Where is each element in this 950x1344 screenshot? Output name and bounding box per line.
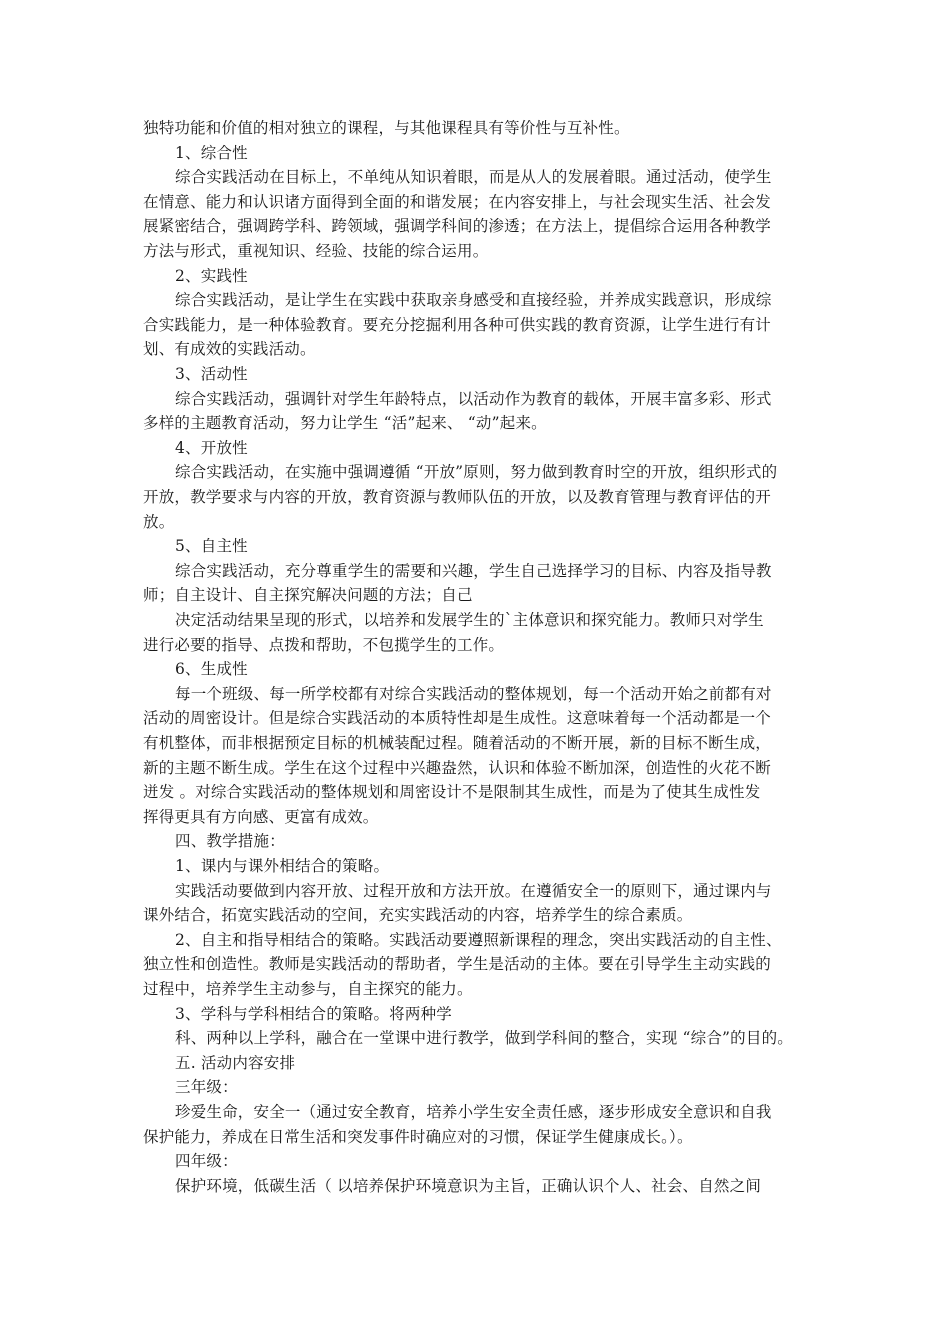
text-line: 3、学科与学科相结合的策略。将两种学 [175, 1005, 452, 1023]
text-line: 2、自主和指导相结合的策略。实践活动要遵照新课程的理念，突出实践活动的自主性、 [175, 931, 782, 949]
text-line: 科、两种以上学科，融合在一堂课中进行教学，做到学科间的整合，实现 “综合”的目的。 [175, 1029, 793, 1047]
text-line: 珍爱生命，安全一（通过安全教育，培养小学生安全责任感，逐步形成安全意识和自我 [175, 1103, 772, 1121]
text-line: 4、开放性 [175, 439, 248, 457]
text-line: 保护环境，低碳生活（ 以培养保护环境意识为主旨，正确认识个人、社会、自然之间 [175, 1177, 762, 1195]
text-line: 师；自主设计、自主探究解决问题的方法；自己 [143, 586, 473, 604]
text-line: 综合实践活动，是让学生在实践中获取亲身感受和直接经验，并养成实践意识，形成综 [175, 291, 772, 309]
text-line: 进行必要的指导、点拨和帮助，不包揽学生的工作。 [143, 636, 505, 654]
text-line: 多样的主题教育活动，努力让学生 “活”起来、 “动”起来。 [143, 414, 547, 432]
text-line: 三年级： [175, 1078, 238, 1096]
text-line: 每一个班级、每一所学校都有对综合实践活动的整体规划，每一个活动开始之前都有对 [175, 685, 772, 703]
text-line: 四、教学措施： [175, 832, 285, 850]
text-line: 放。 [143, 513, 175, 531]
text-line: 独立性和创造性。教师是实践活动的帮助者，学生是活动的主体。要在引导学生主动实践的 [143, 955, 772, 973]
text-line: 五. 活动内容安排 [175, 1054, 296, 1072]
text-line: 独特功能和价值的相对独立的课程，与其他课程具有等价性与互补性。 [143, 119, 630, 137]
text-line: 挥得更具有方向感、更富有成效。 [143, 808, 379, 826]
text-line: 综合实践活动，充分尊重学生的需要和兴趣，学生自己选择学习的目标、内容及指导教 [175, 562, 772, 580]
text-line: 5、自主性 [175, 537, 248, 555]
text-line: 新的主题不断生成。学生在这个过程中兴趣盎然，认识和体验不断加深，创造性的火花不断 [143, 759, 772, 777]
text-line: 方法与形式，重视知识、经验、技能的综合运用。 [143, 242, 489, 260]
text-line: 活动的周密设计。但是综合实践活动的本质特性却是生成性。这意味着每一个活动都是一个 [143, 709, 772, 727]
text-line: 6、生成性 [175, 660, 248, 678]
text-line: 合实践能力，是一种体验教育。要充分挖掘利用各种可供实践的教育资源，让学生进行有计 [143, 316, 772, 334]
text-line: 课外结合，拓宽实践活动的空间，充实实践活动的内容，培养学生的综合素质。 [143, 906, 693, 924]
text-line: 开放，教学要求与内容的开放，教育资源与教师队伍的开放，以及教育管理与教育评估的开 [143, 488, 772, 506]
text-line: 有机整体，而非根据预定目标的机械装配过程。随着活动的不断开展，新的目标不断生成， [143, 734, 772, 752]
text-line: 决定活动结果呈现的形式，以培养和发展学生的`主体意识和探究能力。教师只对学生 [175, 611, 764, 629]
text-line: 迸发 。对综合实践活动的整体规划和周密设计不是限制其生成性，而是为了使其生成性发 [143, 783, 761, 801]
text-line: 过程中，培养学生主动参与，自主探究的能力。 [143, 980, 473, 998]
text-line: 1、课内与课外相结合的策略。 [175, 857, 390, 875]
text-line: 实践活动要做到内容开放、过程开放和方法开放。在遵循安全一的原则下，通过课内与 [175, 882, 772, 900]
text-line: 2、实践性 [175, 267, 248, 285]
text-line: 四年级： [175, 1152, 238, 1170]
text-line: 保护能力，养成在日常生活和突发事件时确应对的习惯，保证学生健康成长。）。 [143, 1128, 693, 1146]
text-line: 展紧密结合，强调跨学科、跨领域，强调学科间的渗透；在方法上，提倡综合运用各种教学 [143, 217, 772, 235]
text-line: 3、活动性 [175, 365, 248, 383]
text-line: 划、有成效的实践活动。 [143, 340, 316, 358]
text-line: 综合实践活动，强调针对学生年龄特点，以活动作为教育的载体，开展丰富多彩、形式 [175, 390, 772, 408]
text-line: 在情意、能力和认识诸方面得到全面的和谐发展；在内容安排上，与社会现实生活、社会发 [143, 193, 772, 211]
text-line: 综合实践活动在目标上，不单纯从知识着眼，而是从人的发展着眼。通过活动，使学生 [175, 168, 772, 186]
text-line: 综合实践活动，在实施中强调遵循 “开放”原则，努力做到教育时空的开放，组织形式的 [175, 463, 778, 481]
text-line: 1、综合性 [175, 144, 248, 162]
